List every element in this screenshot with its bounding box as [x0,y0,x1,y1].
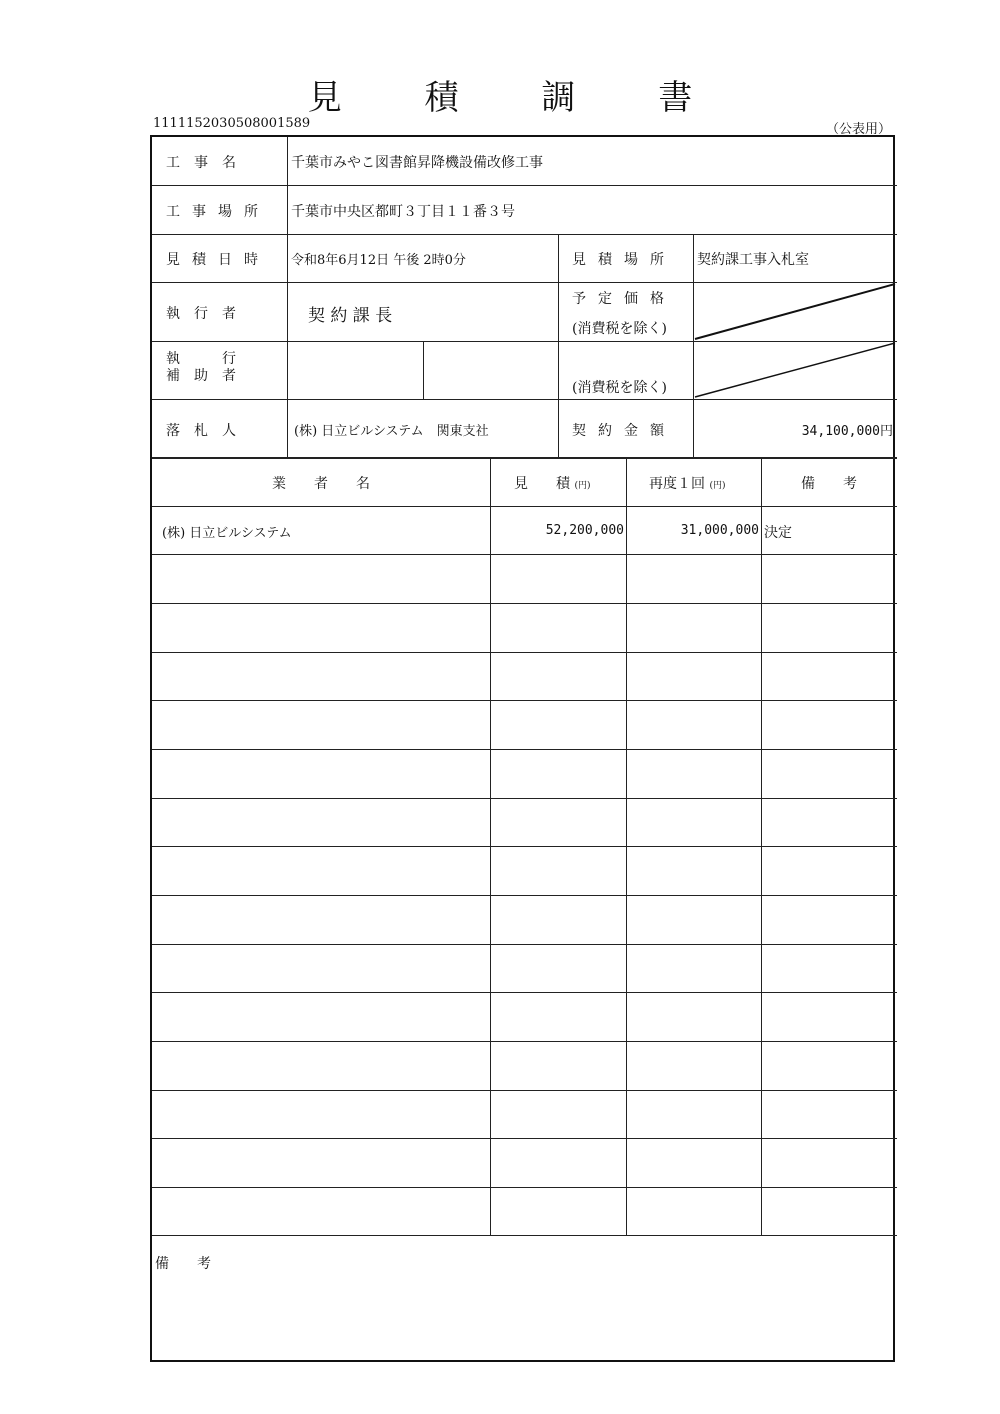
estimate-header: 見 積 (円) [514,476,591,492]
winning-bidder-value: (株) 日立ビルシステム 関東支社 [294,424,489,439]
rebid-header: 再度１回 (円) [649,476,726,492]
construction-site-label: 工事場所 [166,204,270,220]
assistant-price-note: (消費税を除く) [572,380,667,396]
executor-label: 執 行 者 [166,306,236,322]
estimate-datetime-value: 令和8年6月12日 午後 2時0分 [291,253,466,268]
construction-site-value: 千葉市中央区都町３丁目１１番３号 [291,204,515,220]
estimate-place-label: 見積場所 [572,252,676,268]
assistant-price-strike [693,341,897,399]
remarks-section-label: 備 考 [155,1256,211,1272]
contract-amount-label: 契約金額 [572,423,676,439]
planned-price-note: (消費税を除く) [572,321,667,337]
contract-amount-value: 34,100,000円 [801,424,893,439]
document-number: 1111152030508001589 [153,116,311,131]
planned-price-strike [693,282,897,341]
construction-name-label: 工 事 名 [166,155,236,171]
planned-price-label: 予定価格 [572,291,676,307]
remarks-header: 備 考 [801,476,857,492]
vendor-header: 業 者 名 [272,476,370,492]
public-use-label: （公表用） [826,122,892,137]
estimate-place-value: 契約課工事入札室 [697,252,809,268]
estimate-form-frame [150,135,895,1362]
construction-name-value: 千葉市みやこ図書館昇降機設備改修工事 [291,155,543,171]
executor-value: 契 約 課 長 [308,306,393,326]
winning-bidder-label: 落 札 人 [166,423,236,439]
vendor-cell: (株) 日立ビルシステム [162,526,292,541]
assistant-label: 執 行 補 助 者 [166,351,236,384]
estimate-cell: 52,200,000 [545,523,624,538]
remarks-cell: 決定 [764,525,792,541]
rebid-cell: 31,000,000 [680,523,759,538]
estimate-datetime-label: 見積日時 [166,252,270,268]
document-title: 見 積 調 書 [307,78,729,118]
